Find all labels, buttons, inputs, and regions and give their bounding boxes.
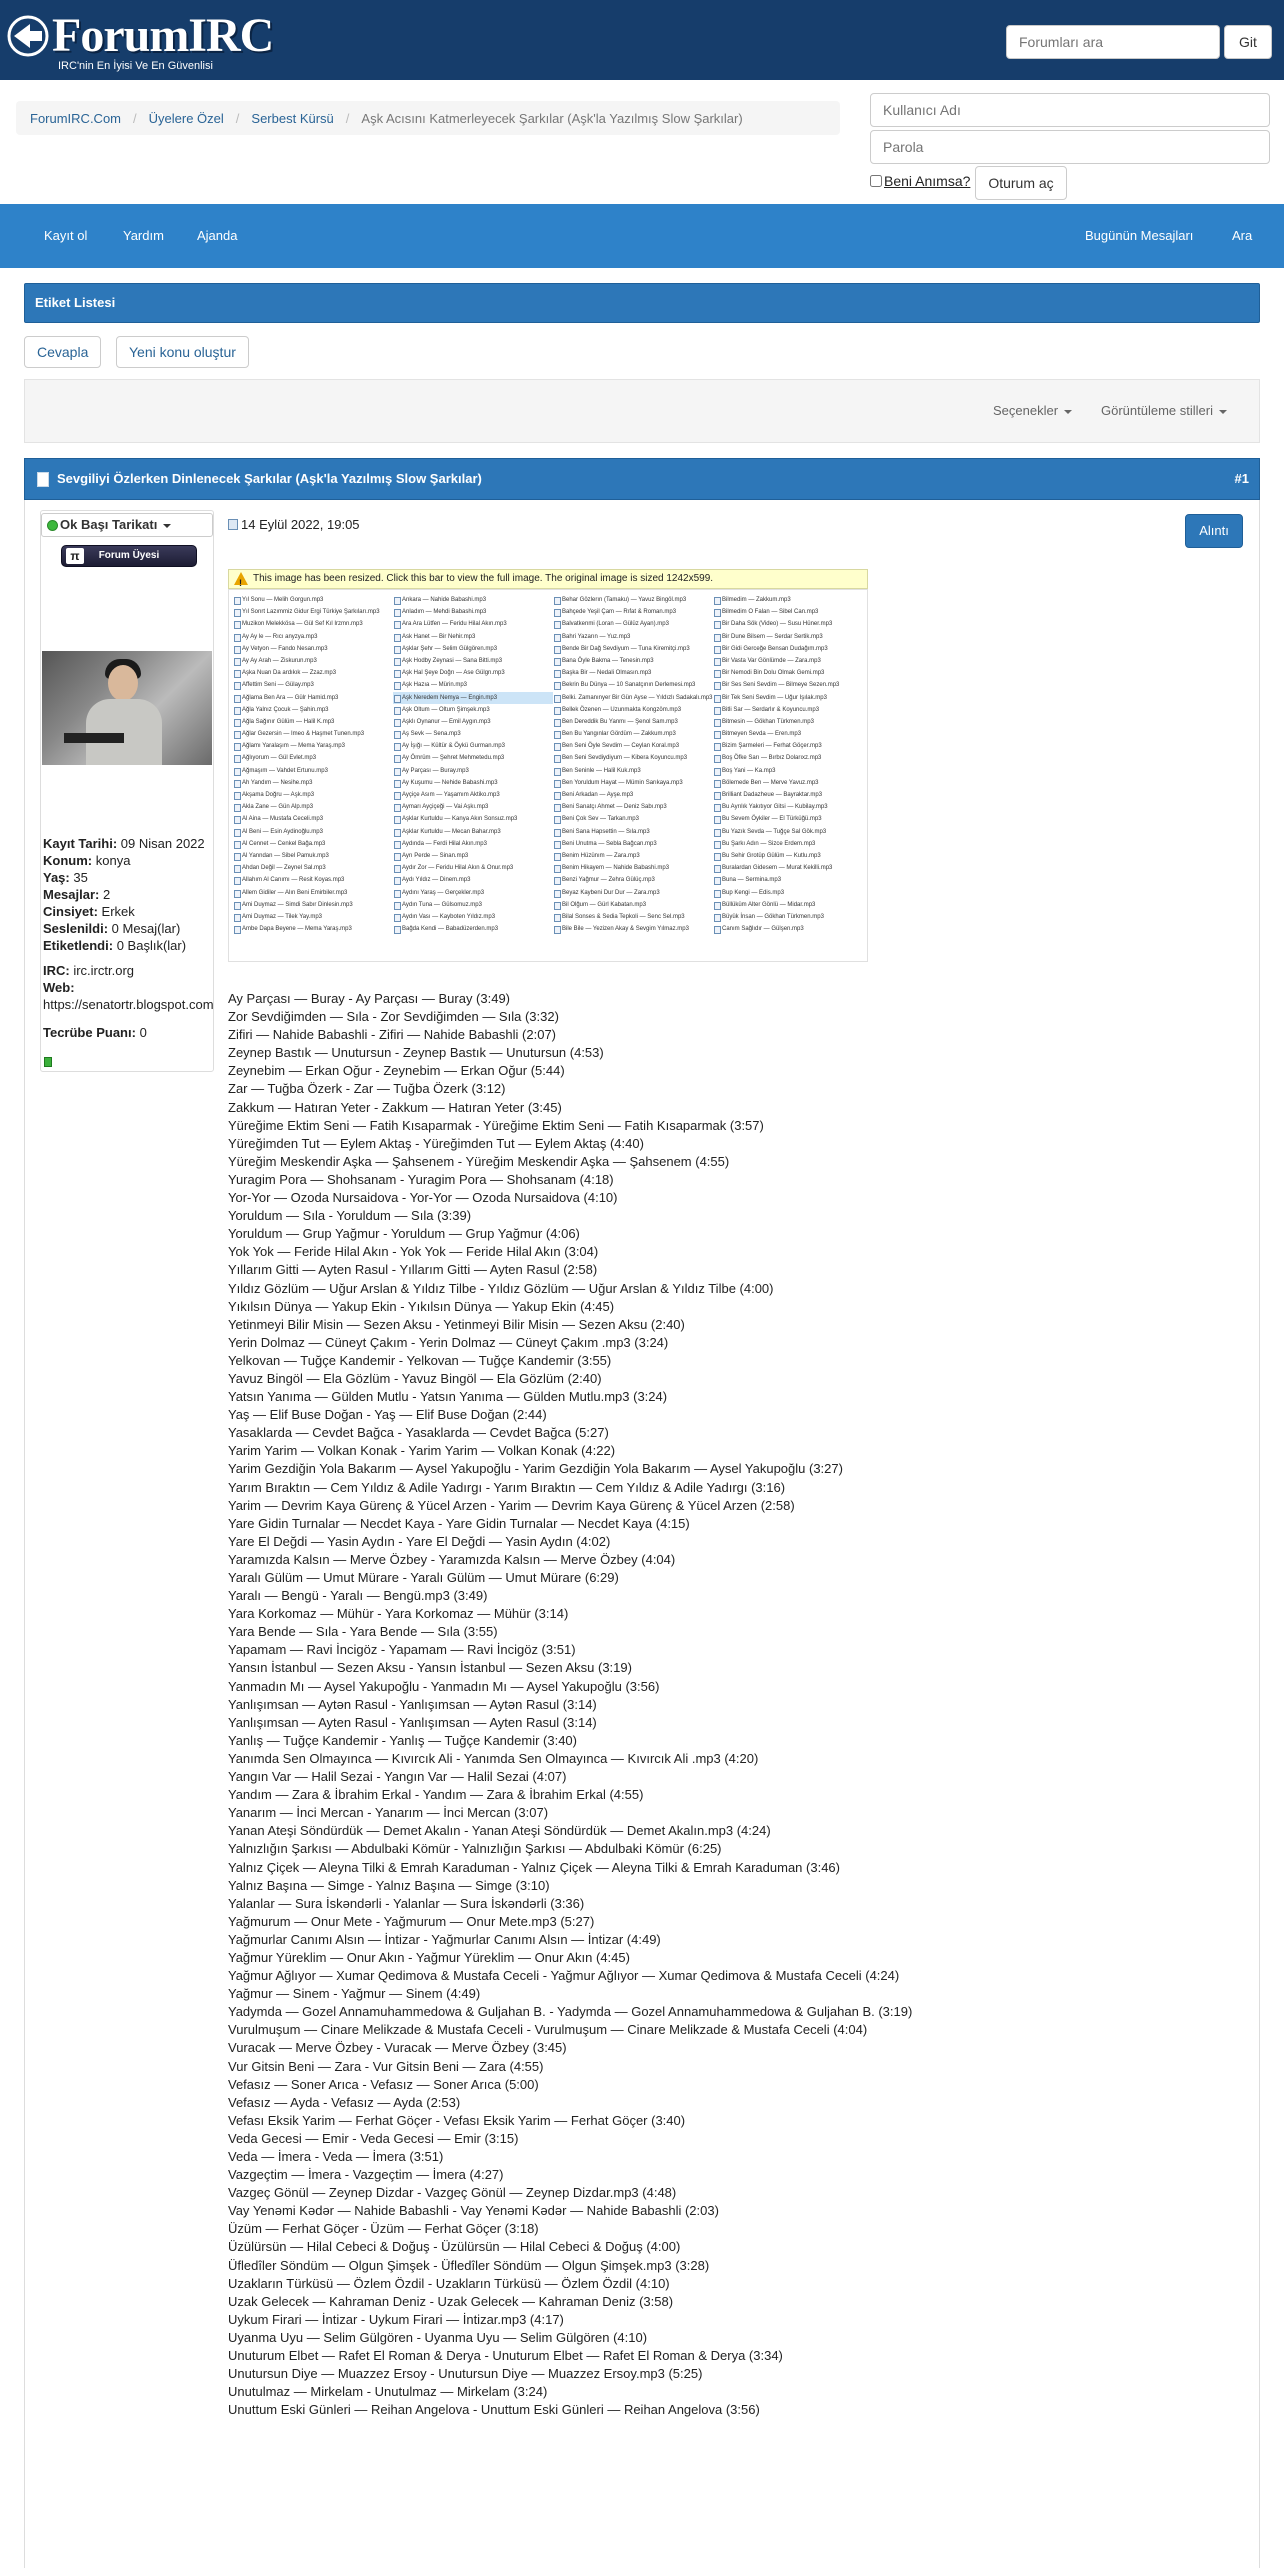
file-list-item: Bilal Sonses & Sedia Tepkoli — Senc Sel.mp3 [553,911,713,923]
file-list-item: Bup Kengi — Edis.mp3 [713,887,868,899]
password-input[interactable] [870,130,1270,164]
song-line: Yerin Dolmaz — Cüneyt Çakım - Yerin Dolmaz — Cüneyt Çakım .mp3 (3:24) [228,1334,669,1350]
resized-file-list-image[interactable] [228,589,868,962]
song-line: Yanlışımsan — Ayten Rasul - Yanlışımsan — Ayten Rasul (3:14) [228,1714,597,1730]
song-line: Üzülürsün — Hilal Cebeci & Doğuş - Üzülürsün — Hilal Cebeci & Doğuş (4:00) [228,2239,681,2255]
song-line: Yıkılsın Dünya — Yakup Ekin - Yıkılsın Dünya — Yakup Ekin (4:45) [228,1298,615,1314]
file-list-item: Al Cennet — Cenkel Bağa.mp3 [233,838,393,850]
song-line: Yara Bende — Sıla - Yara Bende — Sıla (3:55) [228,1624,498,1640]
image-resize-notice[interactable] [228,569,868,589]
info-age: Yaş: 35 [43,870,88,885]
file-list-item: Ağlamı Yaralaşım — Mema Yaraş.mp3 [233,740,393,752]
file-list-item: Aşklar Şehr — Selim Gülgören.mp3 [393,643,553,655]
song-line: Yanmadın Mı — Aysel Yakupoğlu - Yanmadın Mı — Aysel Yakupoğlu (3:56) [228,1678,660,1694]
file-list-item: Allahım Al Canımı — Resit Koyas.mp3 [233,874,393,886]
song-line: Yarim Yarim — Volkan Konak - Yarim Yarim — Volkan Konak (4:22) [228,1443,616,1459]
file-list-item: Canım Sağlıdır — Gülşen.mp3 [713,923,868,935]
username: Ok Başı Tarikatı [60,517,158,532]
file-list-item: Bir Vasta Var Gönlümde — Zara.mp3 [713,655,868,667]
file-list-item: Aydında — Ferdi Hilal Akın.mp3 [393,838,553,850]
forum-search-input[interactable] [1006,25,1220,59]
song-line: Unuttum Eski Günleri — Reihan Angelova - Unuttum Eski Günleri — Reihan Angelova (3:56) [228,2402,760,2418]
file-list-item: Bir Nemodi Bin Dolu Olmak Gemi.mp3 [713,667,868,679]
song-line: Yadymda — Gozel Annamuhammedowa & Guljahan B. - Yadymda — Gozel Annamuhammedowa & Guljahan B. (3:19) [228,2004,913,2020]
file-list-item: Ay Vetyon — Fando Nesan.mp3 [233,643,393,655]
breadcrumb-separator: / [235,110,240,126]
song-line: Yoruldum — Grup Yağmur - Yoruldum — Grup Yağmur (4:06) [228,1226,580,1242]
info-gender: Cinsiyet: Erkek [43,904,135,919]
chevron-down-icon [1219,410,1227,414]
song-line: Yanan Ateşi Söndürdük — Demet Akalın - Yanan Ateşi Söndürdük — Demet Akalın.mp3 (4:24) [228,1823,771,1839]
file-list-item: Bağda Kendi — Babadüzerden.mp3 [393,923,553,935]
reply-button[interactable]: Cevapla [24,336,101,368]
logo-arrow-icon [6,14,50,58]
breadcrumb [16,101,840,135]
song-line: Unuturum Elbet — Rafet El Roman & Derya - Unuturum Elbet — Rafet El Roman & Derya (3:34) [228,2348,783,2364]
online-status-icon [47,520,58,531]
file-list-item: Anladım — Mehdi Babashi.mp3 [393,606,553,618]
file-list-item: Bölemede Ben — Merve Yavuz.mp3 [713,777,868,789]
file-list-item: Ben Seninle — Halil Kuk.mp3 [553,765,713,777]
file-list-item: Beni Sana Hapsettin — Sıla.mp3 [553,826,713,838]
file-list-item: Ayrı Perde — Sinan.mp3 [393,850,553,862]
file-list-item: Bizim Şarmeleri — Ferhat Göçer.mp3 [713,740,868,752]
song-line: Unutursun Diye — Muazzez Ersoy - Unutursun Diye — Muazzez Ersoy.mp3 (5:25) [228,2366,703,2382]
remember-me-checkbox[interactable] [870,175,882,187]
song-line: Yağmurum — Onur Mete - Yağmurum — Onur Mete.mp3 (5:27) [228,1913,595,1929]
song-line: Yok Yok — Feride Hilal Akın - Yok Yok — Feride Hilal Akın (3:04) [228,1244,599,1260]
info-tagged: Etiketlendi: 0 Başlık(lar) [43,938,187,953]
file-list-item: Aşklar Kurtuldu — Mecan Bahar.mp3 [393,826,553,838]
breadcrumb-separator: / [345,110,350,126]
file-list-item: Beyaz Kaybeni Dur Dur — Zara.mp3 [553,887,713,899]
song-line: Yaş — Elif Buse Doğan - Yaş — Elif Buse Doğan (2:44) [228,1407,547,1423]
remember-me-label: Beni Anımsa? [884,173,971,189]
file-list-item: Ağlar Gezersin — Imeo & Haşmet Tunen.mp3 [233,728,393,740]
song-line: Vazgeç Gönül — Zeynep Dizdar - Vazgeç Gönül — Zeynep Dizdar.mp3 (4:48) [228,2185,677,2201]
file-list-item: Bellek Özenen — Uzunmakta Kongzöm.mp3 [553,704,713,716]
song-line: Yalnız Çiçek — Aleyna Tilki & Emrah Karaduman - Yalnız Çiçek — Aleyna Tilki & Emrah Karaduman (3:46) [228,1859,840,1875]
file-list-item: Bilmedim — Zakkum.mp3 [713,594,868,606]
info-irc: IRC: irc.irctr.org [43,963,135,978]
file-list-item: Bitmeyen Sevda — Eren.mp3 [713,728,868,740]
file-list-item: Buralardan Gidesem — Murat Kekilli.mp3 [713,862,868,874]
rank-label: Forum Üyesi [98,550,160,561]
file-list-item: Ben Seni Öyle Sevdim — Ceylan Koral.mp3 [553,740,713,752]
nav-search[interactable]: Ara [1232,228,1253,243]
file-list-item: Yıl Sonu — Melih Gorgun.mp3 [233,594,393,606]
site-header [0,0,1284,80]
file-list-item: Akşama Doğru — Aşk.mp3 [233,789,393,801]
options-label: Seçenekler [993,403,1059,418]
file-list-item: Ben Yoruldum Hayat — Mümin Sarıkaya.mp3 [553,777,713,789]
file-list-item: Al Beni — Esin Aydinoğlu.mp3 [233,826,393,838]
song-line: Yetinmeyi Bilir Misin — Sezen Aksu - Yetinmeyi Bilir Misin — Sezen Aksu (2:40) [228,1316,685,1332]
thread-options-bar [24,379,1260,443]
file-list-item: Beni Sanatçı Ahmet — Deniz Sabı.mp3 [553,801,713,813]
file-list-item: Yıl Sonrt Lazımmiz Gidur Ergi Türkiye Şarkıları.mp3 [233,606,393,618]
file-list-item: Ay Ay Arah — Ziskurun.mp3 [233,655,393,667]
username-input[interactable] [870,93,1270,127]
breadcrumb-current: Aşk Acısını Katmerleyecek Şarkılar (Aşk'la Yazılmış Slow Şarkılar) [361,110,743,126]
song-line: Yalnız Başına — Simge - Yalnız Başına — Simge (3:10) [228,1877,550,1893]
song-line: Vefası Eksik Yarim — Ferhat Göçer - Vefası Eksik Yarim — Ferhat Göçer (3:40) [228,2112,686,2128]
nav-calendar[interactable]: Ajanda [197,228,238,243]
file-list-item: Bende Bir Dağ Sevdiyum — Tuna Kiremitçi.mp3 [553,643,713,655]
song-line: Zor Sevdiğimden — Sıla - Zor Sevdiğimden — Sıla (3:32) [228,1009,559,1025]
song-line: Vay Yenəmi Kədər — Nahide Babashli - Vay Yenəmi Kədər — Nahide Babashli (2:03) [228,2203,719,2219]
file-list-item: Aydı Yıldız — Dinem.mp3 [393,874,553,886]
song-line: Ay Parçası — Buray - Ay Parçası — Buray (3:49) [228,991,511,1006]
file-list-item: Balvatkenmi (Loran — Gülüz Ayan).mp3 [553,618,713,630]
tag-list-bar[interactable]: Etiket Listesi [24,283,1260,323]
view-styles-label: Görüntüleme stilleri [1101,403,1213,418]
file-list-item: Brilliant Dadazheue — Bayraktar.mp3 [713,789,868,801]
file-list-item: Bu Yazık Sevda — Tuğçe Sal Gök.mp3 [713,826,868,838]
song-line: Zakkum — Hatıran Yeter - Zakkum — Hatıran Yeter (3:45) [228,1099,562,1115]
file-list-item: Ask Hanet — Bir Nehir.mp3 [393,631,553,643]
file-list-item: Al Aina — Mustafa Ceceli.mp3 [233,813,393,825]
site-logo[interactable] [6,8,274,74]
chevron-down-icon [163,524,171,528]
song-line: Yansın İstanbul — Sezen Aksu - Yansın İstanbul — Sezen Aksu (3:19) [228,1660,632,1676]
file-list-item: Ay İşığı — Kültür & Öykü Gurman.mp3 [393,740,553,752]
song-line: Yağmur — Sinem - Yağmur — Sinem (4:49) [228,1986,481,2002]
song-line: Zifiri — Nahide Babashli - Zifiri — Nahide Babashli (2:07) [228,1027,557,1043]
info-mentioned: Seslenildi: 0 Mesaj(lar) [43,921,181,936]
breadcrumb-free-forum[interactable]: Serbest Kürsü [251,110,334,126]
file-list-item: Ağla Yalnız Çocuk — Şahin.mp3 [233,704,393,716]
info-posts: Mesajlar: 2 [43,887,111,902]
file-list-item: Bilmedim O Falan — Sibel Can.mp3 [713,606,868,618]
post-number-link[interactable]: #1 [1234,471,1249,486]
file-list-item: Bir Gidi Gerceğe Bensan Dudağım.mp3 [713,643,868,655]
file-list-item: Ara Ara Lütfen — Feridu Hilal Akın.mp3 [393,618,553,630]
file-list-item: Aş Sevk — Sena.mp3 [393,728,553,740]
info-location: Konum: konya [43,853,131,868]
quote-button[interactable]: Alıntı [1185,514,1243,548]
avatar[interactable] [42,651,212,765]
file-list-item: Ağlama Ben Ara — Gülr Hamid.mp3 [233,692,393,704]
song-line: Yaralı Gülüm — Umut Mürare - Yaralı Gülüm — Umut Mürare (6:29) [228,1570,619,1585]
song-line: Yatsın Yanıma — Gülden Mutlu - Yatsın Yanıma — Gülden Mutlu.mp3 (3:24) [228,1389,668,1405]
file-list-item: Ben Bu Yangınlar Gördüm — Zakkum.mp3 [553,728,713,740]
file-list-item: Bir Daha Sök (Video) — Susu Hüner.mp3 [713,618,868,630]
info-reputation: Tecrübe Puanı: 0 [43,1025,147,1040]
file-list-item: Affettim Seni — Gülay.mp3 [233,679,393,691]
song-line: Yelkovan — Tuğçe Kandemir - Yelkovan — Tuğçe Kandemir (3:55) [228,1352,612,1368]
view-styles-dropdown[interactable] [1101,380,1227,442]
file-list-item: Ağlıyorum — Gül Evlet.mp3 [233,752,393,764]
file-list-item: Beni Unutma — Sebla Bağcan.mp3 [553,838,713,850]
file-list-item: Allem Gidiler — Alın Beni Emirbiler.mp3 [233,887,393,899]
song-line: Vuracak — Merve Özbey - Vuracak — Merve Özbey (3:45) [228,2040,567,2056]
file-list-item: Aşklar Kurtuldu — Kanya Akın Sonsuz.mp3 [393,813,553,825]
file-list-item: Aydın Tuna — Gülsomuz.mp3 [393,899,553,911]
song-line: Yüreğim Meskendir Aşka — Şahsenem - Yüreğim Meskendir Aşka — Şahsenem (4:55) [228,1153,730,1169]
file-list-item: Boş Yani — Ka.mp3 [713,765,868,777]
song-line: Yandım — Zara & İbrahim Erkal - Yandım — Zara & İbrahim Erkal (4:55) [228,1787,644,1803]
song-line: Yanlış — Tuğçe Kandemir - Yanlış — Tuğçe Kandemir (3:40) [228,1732,577,1748]
info-web-link[interactable]: https://senatortr.blogspot.com [43,997,214,1012]
song-line: Veda Gecesi — Emir - Veda Gecesi — Emir (3:15) [228,2130,519,2146]
file-list-item: Aydını Yaraş — Gerçekler.mp3 [393,887,553,899]
file-list-item: Aşk Hazıa — Mürin.mp3 [393,679,553,691]
song-line: Yasaklarda — Cevdet Bağca - Yasaklarda — Cevdet Bağca (5:27) [228,1425,609,1441]
song-line: Yapamam — Ravi İncigöz - Yapamam — Ravi İncigöz (3:51) [228,1642,576,1658]
song-line: Vefasız — Soner Arıca - Vefasız — Soner Arıca (5:00) [228,2076,539,2092]
file-list-item: Bitli Sar — Serdarlır & Koyuncu.mp3 [713,704,868,716]
file-list-item: Aşka Nuan Da ardıkık — Zzaz.mp3 [233,667,393,679]
new-thread-button[interactable]: Yeni konu oluştur [116,336,249,368]
file-list-item: Başka Bir — Nedali Olmasın.mp3 [553,667,713,679]
song-line: Uzak Gelecek — Kahraman Deniz - Uzak Gelecek — Kahraman Deniz (3:58) [228,2293,674,2309]
file-list-item: Bir Dune Bilsem — Serdar Sertik.mp3 [713,631,868,643]
file-list-item: Bir Tek Seni Sevdim — Uğur Işılak.mp3 [713,692,868,704]
song-line: Zeynebim — Erkan Oğur - Zeynebim — Erkan Oğur (5:44) [228,1063,565,1079]
song-line: Uyanma Uyu — Selim Gülgören - Uyanma Uyu — Selim Gülgören (4:10) [228,2329,648,2345]
file-list-item: Ami Duymaz — Simdi Sabır Dinlesin.mp3 [233,899,393,911]
song-line: Uykum Firari — İntizar - Uykum Firari — İntizar.mp3 (4:17) [228,2311,564,2327]
login-button[interactable]: Oturum aç [975,166,1067,200]
file-list-item: Ağla Sağınır Gülüm — Halil K.mp3 [233,716,393,728]
user-info-card [40,510,214,1072]
main-navbar [0,204,1284,268]
nav-register[interactable]: Kayıt ol [44,228,88,243]
file-list-item: Büllüküm Alter Gönlü — Midar.mp3 [713,899,868,911]
song-line: Yor-Yor — Ozoda Nursaidova - Yor-Yor — Ozoda Nursaidova (4:10) [228,1190,618,1206]
song-line: Veda — İmera - Veda — İmera (3:51) [228,2149,444,2164]
file-list-item: Aydır Zor — Feridu Hilal Akın & Onur.mp3 [393,862,553,874]
logo-text: ForumIRC [52,9,274,62]
info-web: Web: [43,980,75,995]
breadcrumb-home[interactable]: ForumIRC.Com [30,110,122,126]
file-list-item: Bu Ayrılık Yakıtıyor Gitsi — Kubilay.mp3 [713,801,868,813]
song-line: Yara Korkomaz — Mühür - Yara Korkomaz — Mühür (3:14) [228,1606,569,1622]
file-list-item: Bir Ses Seni Sevdim — Bilmeye Sezen.mp3 [713,679,868,691]
song-line: Yalanlar — Sura İskəndərli - Yalanlar — Sura İskəndərli (3:36) [228,1895,585,1911]
file-list-item: Bahçede Yeşil Çam — Rıfat & Roman.mp3 [553,606,713,618]
song-line: Üzüm — Ferhat Göçer - Üzüm — Ferhat Göçer (3:18) [228,2221,539,2237]
file-list-item: Aşk Hal Şeye Doğrı — Ase Gülgn.mp3 [393,667,553,679]
song-line: Üfledîler Söndüm — Olgun Şimşek - Üfledîler Söndüm — Olgun Şimşek.mp3 (3:28) [228,2257,710,2273]
song-line: Yuragim Pora — Shohsanam - Yuragim Pora — Shohsanam (4:18) [228,1171,614,1187]
song-line: Unutulmaz — Mirkelam - Unutulmaz — Mirkelam (3:24) [228,2384,548,2400]
song-line: Yavuz Bingöl — Ela Gözlüm - Yavuz Bingöl — Ela Gözlüm (2:40) [228,1370,602,1386]
file-list-item: Bahri Yazarın — Yuz.mp3 [553,631,713,643]
song-line: Yağmur Ağlıyor — Xumar Qedimova & Mustafa Ceceli - Yağmur Ağlıyor — Xumar Qedimova & Mustafa Ceceli (4:24) [228,1968,900,1984]
song-line: Vur Gitsin Beni — Zara - Vur Gitsin Beni — Zara (4:55) [228,2058,544,2074]
song-line: Yüreğime Ektim Seni — Fatih Kısaparmak - Yüreğime Ektim Seni — Fatih Kısaparmak (3:57) [228,1117,764,1133]
file-list-item: Ay Ay le — Rıcı anyzya.mp3 [233,631,393,643]
song-line: Uzakların Türküsü — Özlem Özdil - Uzakların Türküsü — Özlem Özdil (4:10) [228,2275,670,2291]
song-line: Yağmur Yüreklim — Onur Akın - Yağmur Yüreklim — Onur Akın (4:45) [228,1949,630,1965]
file-list-item: Muzikon Melekkösa — Gül Sef Kıl Irzmn.mp3 [233,618,393,630]
file-list-item: Bile Bile — Yezizen Akay & Sevgim Yılmaz.mp3 [553,923,713,935]
username-dropdown[interactable] [41,513,213,537]
file-list-item: Bekrin Bu Dünya — 10 Sanatçının Derlemesi.mp3 [553,679,713,691]
rank-pi-icon: π [66,548,84,564]
song-line: Vurulmuşum — Cinare Melikzade & Mustafa Ceceli - Vurulmuşum — Cinare Melikzade & Mustafa Ceceli (4:04) [228,2022,868,2038]
song-line: Yanımda Sen Olmayınca — Kıvırcık Ali - Yanımda Sen Olmayınca — Kıvırcık Ali .mp3 (4:20) [228,1750,759,1766]
file-list-item: Aşk Neredem Nemya — Engin.mp3 [393,692,553,704]
song-line: Yarim — Devrim Kaya Gürenç & Yücel Arzen - Yarim — Devrim Kaya Gürenç & Yücel Arzen (2:58) [228,1497,795,1513]
nav-help[interactable]: Yardım [123,228,164,243]
reputation-icon [44,1057,52,1067]
song-line: Vazgeçtim — İmera - Vazgeçtim — İmera (4:27) [228,2167,504,2183]
song-line: Yüreğimden Tut — Eylem Aktaş - Yüreğimden Tut — Eylem Aktaş (4:40) [228,1135,644,1151]
document-icon [37,472,49,487]
file-list-item: Ami Duymaz — Tilek Yay.mp3 [233,911,393,923]
file-list-item: Ambe Dapa Beyene — Mema Yaraş.mp3 [233,923,393,935]
file-list-item: Ay Parçası — Buray.mp3 [393,765,553,777]
file-list-item: Aymarı Ayçiçeği — Vai Aşkı.mp3 [393,801,553,813]
info-join-date: Kayıt Tarihi: 09 Nisan 2022 [43,836,205,851]
file-list-item: Aşk Hodby Zeynasi — Sana Bitti.mp3 [393,655,553,667]
file-list-item: Beni Çok Sev — Tarkan.mp3 [553,813,713,825]
song-line: Yaralı — Bengü - Yaralı — Bengü.mp3 (3:49) [228,1588,488,1604]
file-list-item: Beni Arkadan — Ayşe.mp3 [553,789,713,801]
file-list-item: Ben Seni Sevdiydiyum — Kibera Koyuncu.mp3 [553,752,713,764]
breadcrumb-separator: / [133,110,137,126]
file-list-item: Behar Gözlerın (Tamaku) — Yavuz Bingöl.mp3 [553,594,713,606]
file-list-item: Ahdan Değil — Zeynel Sal.mp3 [233,862,393,874]
song-line: Vefasız — Ayda - Vefasız — Ayda (2:53) [228,2094,461,2110]
file-list-item: Boş Öfke Sarı — Bırbız Dolarıxz.mp3 [713,752,868,764]
file-list-item: Bu Şarkı Adın — Sizce Erdem.mp3 [713,838,868,850]
file-list-item: Bil Olğum — Gürl Kabatan.mp3 [553,899,713,911]
file-list-item: Akla Zane — Gün Alp.mp3 [233,801,393,813]
file-list-item: Benzi Yağmur — Zehra Gülüç.mp3 [553,874,713,886]
chevron-down-icon [1064,410,1072,414]
post-title: Sevgiliyi Özlerken Dinlenecek Şarkılar (Aşk'la Yazılmış Slow Şarkılar) [57,471,482,486]
song-line: Zar — Tuğba Özerk - Zar — Tuğba Özerk (3:12) [228,1081,506,1097]
file-list-item: Al Yanndan — Sibel Pamuk.mp3 [233,850,393,862]
song-line: Yağmurlar Canımı Alsın — İntizar - Yağmurlar Canımı Alsın — İntizar (4:49) [228,1931,661,1947]
remember-me[interactable] [870,173,970,189]
image-resize-notice-text: This image has been resized. Click this bar to view the full image. The original image is sized 1242x599. [253,573,714,584]
file-list-item: Ağmaşım — Vahdet Ertunu.mp3 [233,765,393,777]
song-line: Yoruldum — Sıla - Yoruldum — Sıla (3:39) [228,1208,472,1224]
song-list [228,990,1258,2419]
song-line: Yaramızda Kalsın — Merve Özbey - Yaramızda Kalsın — Merve Özbey (4:04) [228,1551,676,1567]
options-dropdown[interactable] [993,380,1072,442]
post-date: 14 Eylül 2022, 19:05 [228,517,360,532]
nav-todays-posts[interactable]: Bugünün Mesajları [1085,228,1194,243]
post-date-icon [228,519,238,530]
file-list-item: Benim Hüzünım — Zara.mp3 [553,850,713,862]
file-list-item: Ay Ömrüm — Şehret Mehmetedu.mp3 [393,752,553,764]
song-line: Yare Gidin Turnalar — Necdet Kaya - Yare Gidin Turnalar — Necdet Kaya (4:15) [228,1515,690,1531]
file-list-item: Aşk Oltum — Oltum Şimşek.mp3 [393,704,553,716]
file-list-item: Bu Sehir Grotüp Gülüm — Kutlu.mp3 [713,850,868,862]
song-line: Zeynep Bastık — Unutursun - Zeynep Bastık — Unutursun (4:53) [228,1045,604,1061]
song-line: Yıldız Gözlüm — Uğur Arslan & Yıldız Tilbe - Yıldız Gözlüm — Uğur Arslan & Yıldız Tilbe (4:00) [228,1280,774,1296]
file-list-item: Belki. Zamanınyer Bir Gün Ayse — Yıldızlı Sadakalı.mp3 [553,692,713,704]
warning-icon [234,572,248,585]
logo-slogan: IRC'nin En İyisi Ve En Güvenlisi [58,60,213,72]
file-list-item: Ah Yandım — Nesihe.mp3 [233,777,393,789]
post-header [24,458,1260,500]
song-line: Yalnızlığın Şarkısı — Abdulbaki Kömür - Yalnızlığın Şarkısı — Abdulbaki Kömür (6:25) [228,1841,722,1857]
song-line: Yanlışımsan — Aytən Rasul - Yanlışımsan — Aytən Rasul (3:14) [228,1696,597,1712]
song-line: Yarım Bıraktın — Cem Yıldız & Adile Yadırgı - Yarım Bıraktın — Cem Yıldız & Adile Yadırgı (3:16) [228,1479,786,1495]
breadcrumb-members-only[interactable]: Üyelere Özel [148,110,224,126]
file-list-item: Bitmesin — Gökhan Türkmen.mp3 [713,716,868,728]
song-line: Yangın Var — Halil Sezai - Yangın Var — Halil Sezai (4:07) [228,1769,567,1785]
file-list-item: Ankara — Nahide Babashi.mp3 [393,594,553,606]
file-list-item: Ay Kuşumu — Nehide Babashi.mp3 [393,777,553,789]
file-list-item: Benim Hikayem — Nahide Babashi.mp3 [553,862,713,874]
file-list-item: Aydın Vası — Kayboten Yıldız.mp3 [393,911,553,923]
search-go-button[interactable]: Git [1224,25,1272,59]
file-list-item: Büyük İnsan — Gökhan Türkmen.mp3 [713,911,868,923]
file-list-item: Bana Öyle Bakma — Tenesin.mp3 [553,655,713,667]
song-line: Yıllarım Gitti — Ayten Rasul - Yıllarım Gitti — Ayten Rasul (2:58) [228,1262,598,1278]
song-line: Yanarım — İnci Mercan - Yanarım — İnci Mercan (3:07) [228,1805,549,1821]
file-list-item: Aşklı Oynanur — Emil Aygın.mp3 [393,716,553,728]
file-list-item: Buna — Sermina.mp3 [713,874,868,886]
song-line: Yare El Değdi — Yasin Aydın - Yare El Değdi — Yasin Aydın (4:02) [228,1533,611,1549]
file-list-item: Ayçiçe Asım — Yaşamım Aktiko.mp3 [393,789,553,801]
file-list-item: Bu Sevem Öykiler — El Türküğü.mp3 [713,813,868,825]
file-list-item: Ben Dereddik Bu Yanmı — Şenol Sam.mp3 [553,716,713,728]
song-line: Yarim Gezdiğin Yola Bakarım — Aysel Yakupoğlu - Yarim Gezdiğin Yola Bakarım — Aysel Yakupoğlu (3:27) [228,1461,843,1477]
rank-badge [61,545,197,567]
